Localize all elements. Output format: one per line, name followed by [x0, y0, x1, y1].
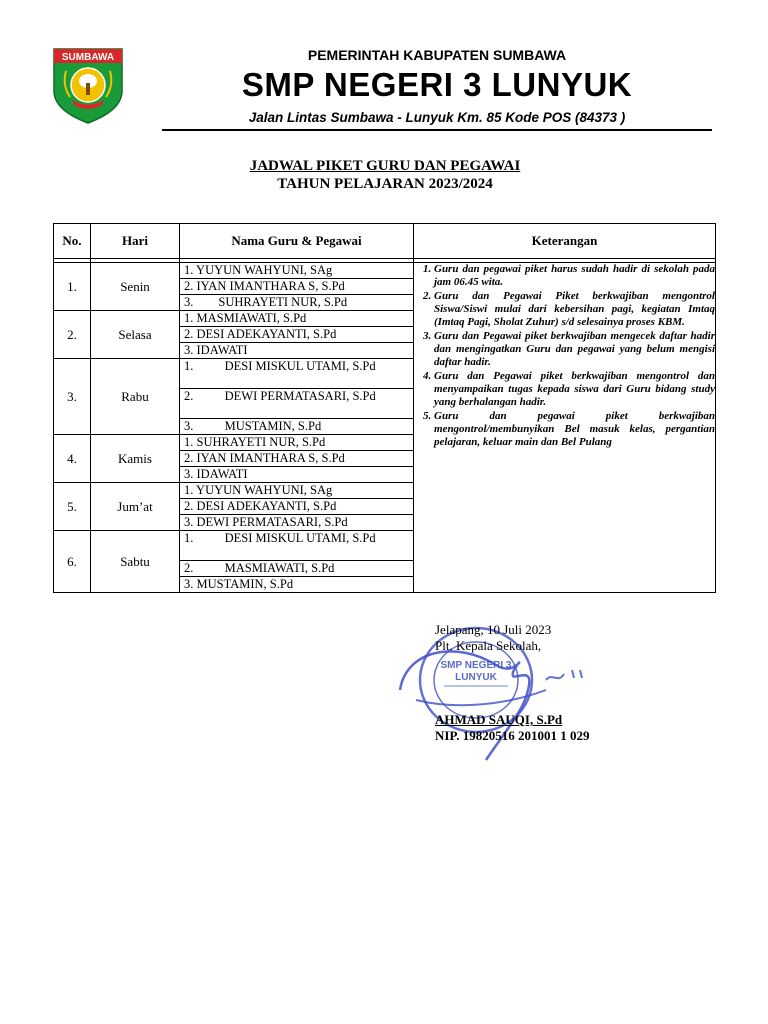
row-names [180, 531, 414, 593]
signatory-nip: NIP. 19820516 201001 1 029 [435, 728, 590, 743]
row-number: 6. [54, 531, 91, 593]
stamp-school-text: SMP NEGERI 3 [440, 660, 512, 671]
duty-schedule-table [53, 223, 716, 593]
row-day: Senin [91, 263, 180, 311]
signature-place-date: Jelapang, 10 Juli 2023 [435, 622, 552, 637]
staff-name: 3. DEWI PERMATASARI, S.Pd [184, 515, 348, 529]
staff-name: 2. MASMIAWATI, S.Pd [180, 561, 413, 577]
staff-name: 1. DESI MISKUL UTAMI, S.Pd [180, 359, 413, 389]
header-day: Hari [91, 224, 180, 259]
school-name: SMP NEGERI 3 LUNYUK [241, 66, 633, 103]
stamp-town-text: LUNYUK [455, 672, 497, 683]
letterhead-rule [162, 129, 712, 131]
row-day: Sabtu [91, 531, 180, 593]
table-row [54, 263, 716, 311]
table-header-row [54, 224, 716, 259]
notes-cell [414, 263, 716, 593]
header-notes: Keterangan [414, 224, 716, 259]
row-names [180, 435, 414, 483]
staff-name: 3. MUSTAMIN, S.Pd [184, 577, 294, 591]
staff-name: 1. DESI MISKUL UTAMI, S.Pd [180, 531, 413, 561]
staff-name: 2. IYAN IMANTHARA S, S.Pd [180, 451, 413, 467]
row-number: 4. [54, 435, 91, 483]
row-names [180, 483, 414, 531]
logo-label: SUMBAWA [61, 52, 115, 63]
document-subtitle: TAHUN PELAJARAN 2023/2024 [277, 176, 493, 192]
document-title: JADWAL PIKET GURU DAN PEGAWAI [249, 158, 521, 174]
note-item: 4. Guru dan Pegawai piket berkwajiban mengontrol dan menyampaikan tugas kepada siswa dari Guru bidang study yang berhalangan hadir. [434, 370, 715, 409]
row-names [180, 359, 414, 435]
note-item: 3. Guru dan Pegawai piket berkwajiban mengecek daftar hadir dan mengingatkan Guru dan pegawai yang belum mengisi daftar hadir. [434, 330, 715, 369]
row-day: Kamis [91, 435, 180, 483]
row-names [180, 311, 414, 359]
regency-logo [52, 45, 124, 125]
notes-list [414, 263, 715, 449]
staff-name: 1. YUYUN WAHYUNI, SAg [180, 263, 413, 279]
row-day: Rabu [91, 359, 180, 435]
staff-name: 1. MASMIAWATI, S.Pd [180, 311, 413, 327]
note-item: 2. Guru dan Pegawai Piket berkwajiban mengontrol Siswa/Siswi mulai dari kebersihan pagi, kegiatan Imtaq (Imtaq Pagi, Sholat Zuhur) s/d selesainya proses KBM. [434, 290, 715, 329]
signature-position: Plt. Kepala Sekolah, [435, 638, 542, 653]
row-day: Jum’at [91, 483, 180, 531]
row-number: 5. [54, 483, 91, 531]
staff-name: 2. DEWI PERMATASARI, S.Pd [180, 389, 413, 419]
government-name: PEMERINTAH KABUPATEN SUMBAWA [307, 47, 567, 63]
row-number: 1. [54, 263, 91, 311]
row-names [180, 263, 414, 311]
staff-name: 3. IDAWATI [184, 467, 248, 481]
staff-name: 2. IYAN IMANTHARA S, S.Pd [180, 279, 413, 295]
school-address: Jalan Lintas Sumbawa - Lunyuk Km. 85 Kode POS (84373 ) [248, 110, 626, 125]
note-item: 1. Guru dan pegawai piket harus sudah hadir di sekolah pada jam 06.45 wita. [434, 263, 715, 289]
row-number: 2. [54, 311, 91, 359]
staff-name: 3. IDAWATI [184, 343, 248, 357]
row-day: Selasa [91, 311, 180, 359]
staff-name: 3. MUSTAMIN, S.Pd [184, 419, 322, 433]
signatory-name: AHMAD SAUQI, S.Pd [435, 712, 563, 727]
staff-name: 2. DESI ADEKAYANTI, S.Pd [180, 499, 413, 515]
note-item: 5. Guru dan pegawai piket berkwajiban mengontrol/membunyikan Bel masuk kelas, pergantian pelajaran, keluar main dan Bel Pulang [434, 410, 715, 449]
staff-name: 1. SUHRAYETI NUR, S.Pd [180, 435, 413, 451]
staff-name: 1. YUYUN WAHYUNI, SAg [180, 483, 413, 499]
header-names: Nama Guru & Pegawai [180, 224, 414, 259]
row-number: 3. [54, 359, 91, 435]
header-no: No. [54, 224, 91, 259]
staff-name: 3. SUHRAYETI NUR, S.Pd [184, 295, 348, 309]
staff-name: 2. DESI ADEKAYANTI, S.Pd [180, 327, 413, 343]
